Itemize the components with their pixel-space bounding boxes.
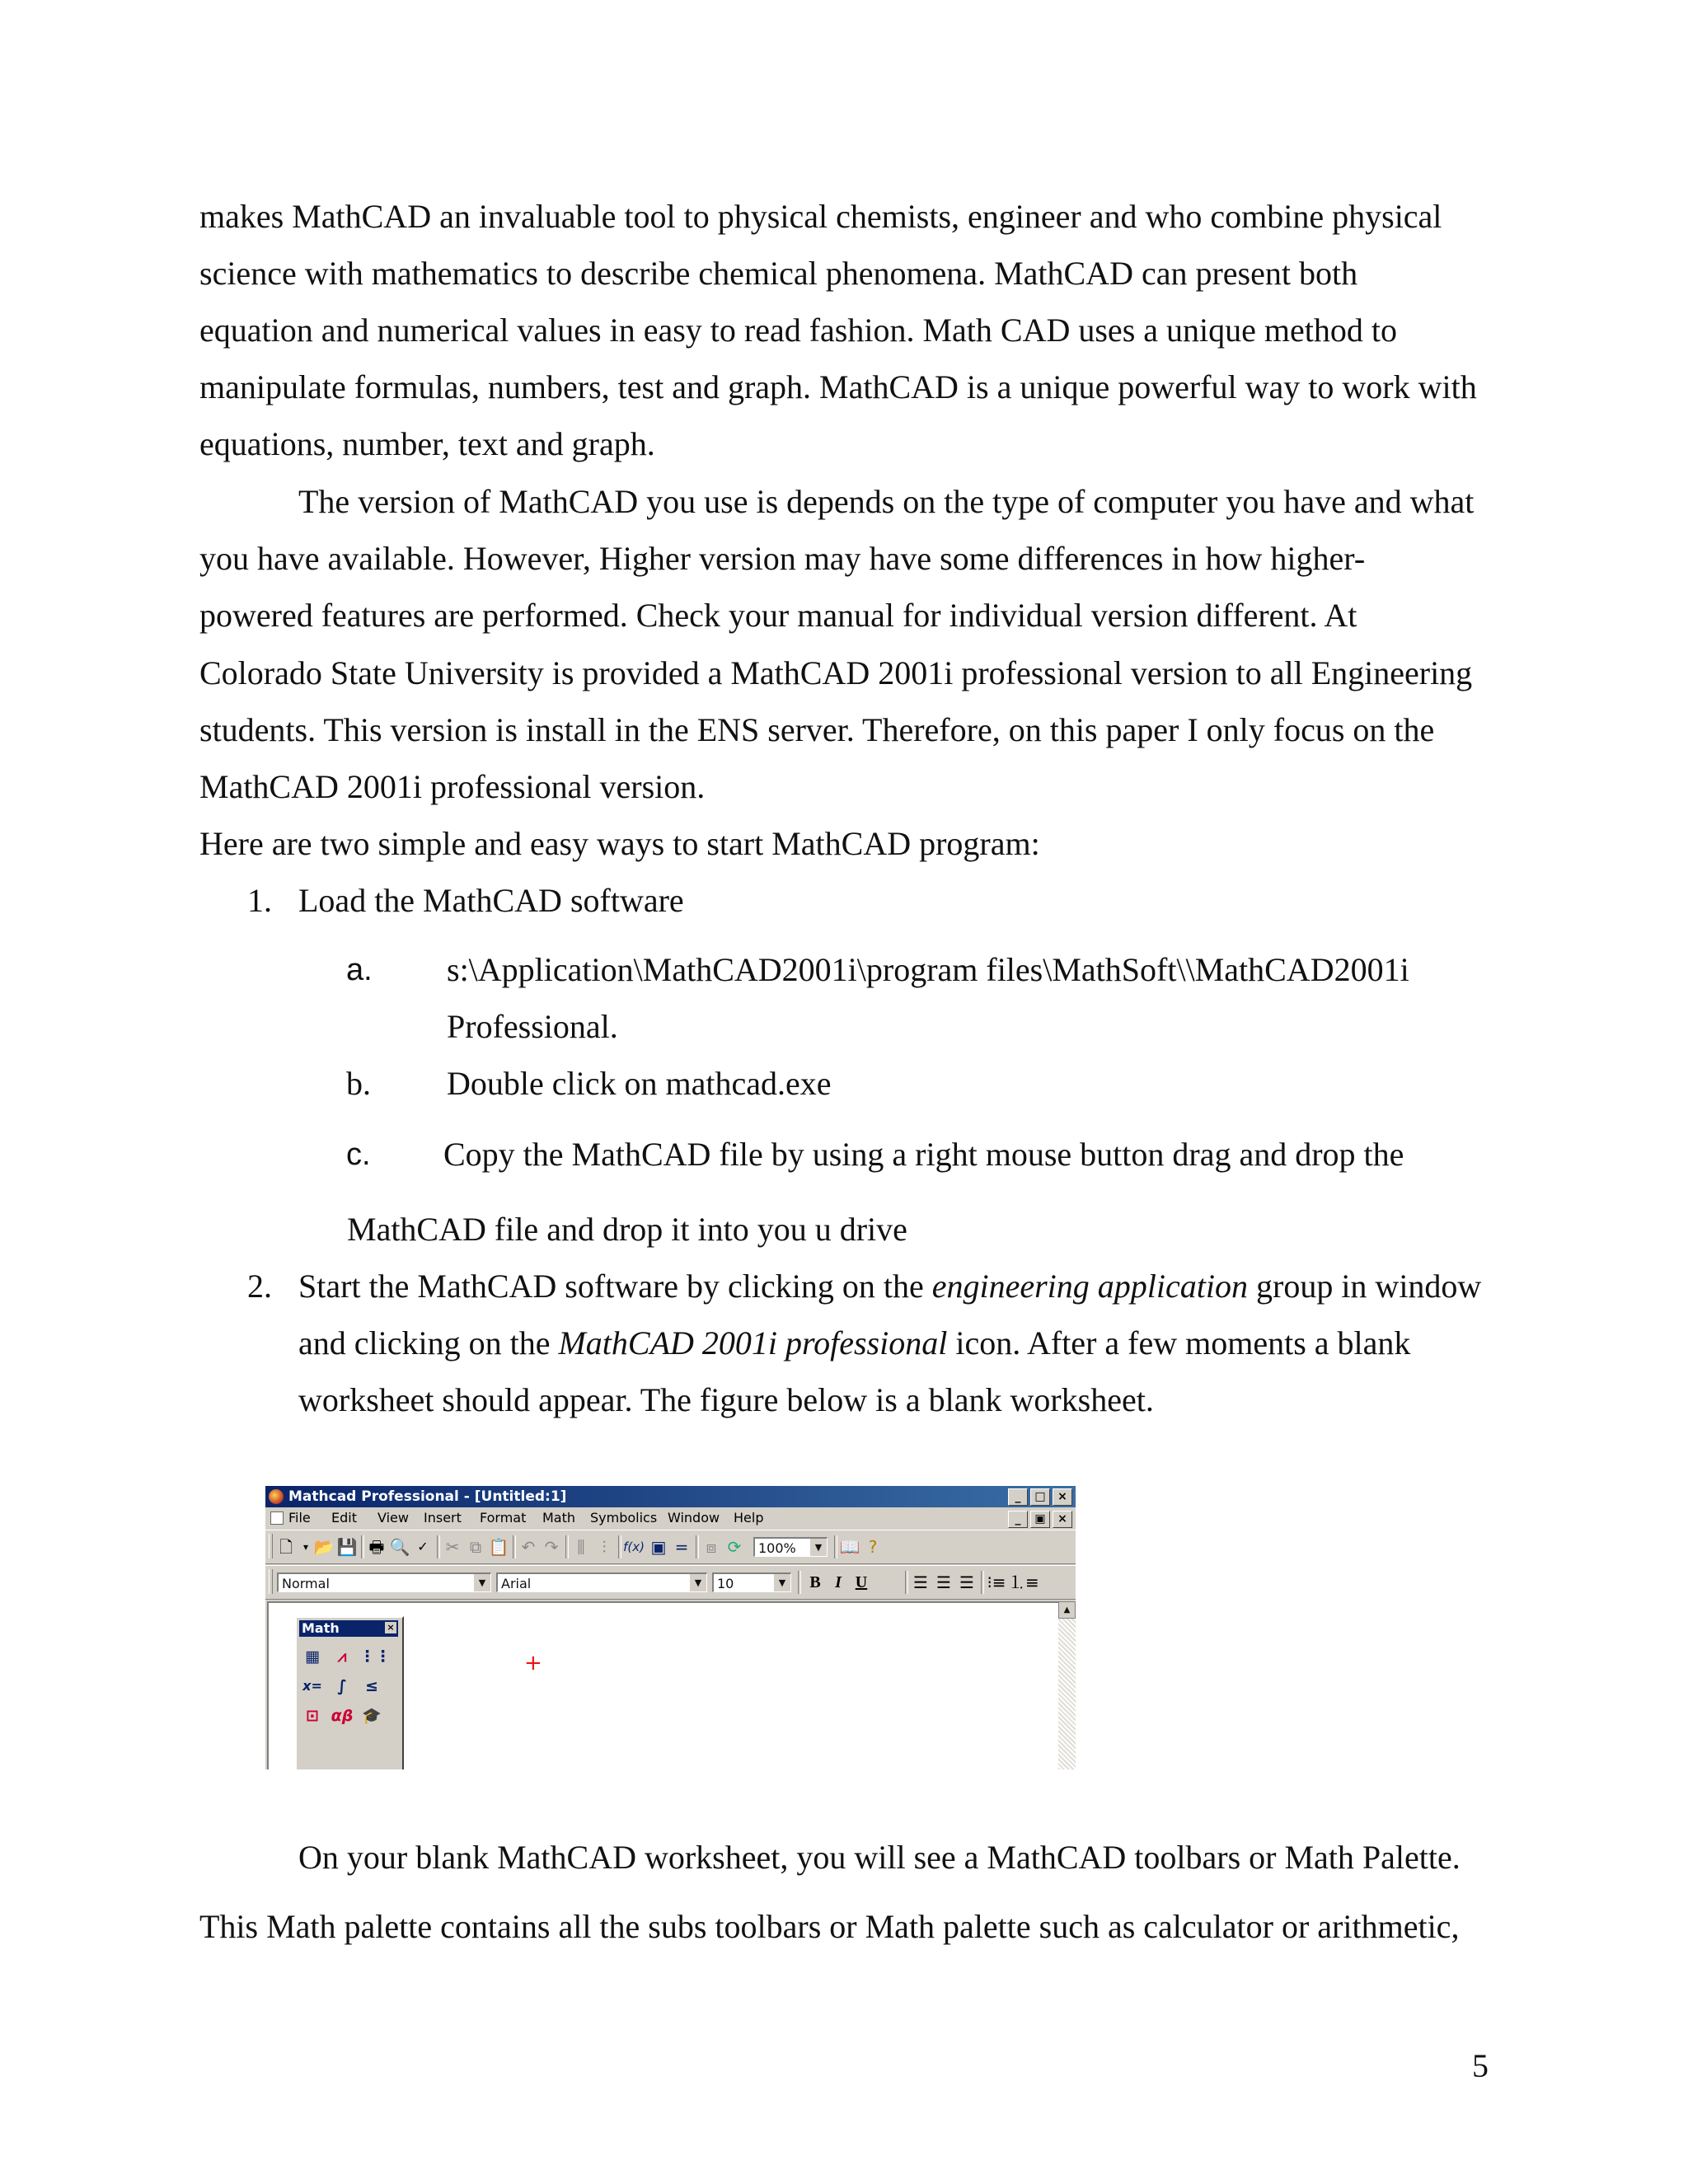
- list-item-text: Load the MathCAD software: [298, 882, 684, 919]
- paragraph-line: students. This version is install in the ENS server. Therefore, on this paper I only focus on the: [199, 711, 1435, 748]
- menu-insert[interactable]: Insert: [424, 1510, 462, 1526]
- matrix-icon[interactable]: ⋮⋮: [359, 1647, 391, 1666]
- math-palette: [295, 1616, 404, 1769]
- vertical-scrollbar[interactable]: [1058, 1601, 1076, 1769]
- sublist-marker: a.: [346, 953, 373, 987]
- mathcad-app-icon: [269, 1489, 284, 1504]
- standard-toolbar: [265, 1530, 1076, 1564]
- print-icon[interactable]: 🖶: [368, 1537, 385, 1557]
- print-preview-icon[interactable]: 🔍: [389, 1537, 410, 1557]
- toolbar-separator: [513, 1535, 516, 1558]
- sublist-text: Copy the MathCAD file by using a right mouse button drag and drop the: [443, 1136, 1404, 1173]
- paragraph-line: Colorado State University is provided a MathCAD 2001i professional version to all Engineering: [199, 654, 1473, 691]
- toolbar-separator: [361, 1535, 364, 1558]
- style-value: Normal: [282, 1576, 330, 1591]
- close-button[interactable]: ×: [1053, 1488, 1072, 1506]
- scroll-up-icon[interactable]: ▲: [1058, 1601, 1076, 1619]
- sublist-text: Professional.: [447, 1008, 618, 1045]
- toolbar-grip[interactable]: [269, 1569, 273, 1594]
- numbered-list-icon[interactable]: ⒈≡: [1009, 1572, 1039, 1592]
- menu-bar: [265, 1507, 1076, 1529]
- paragraph-line: powered features are performed. Check your manual for individual version different. At: [199, 597, 1357, 634]
- paragraph-line: science with mathematics to describe chemical phenomena. MathCAD can present both: [199, 255, 1358, 292]
- sublist-marker: c.: [346, 1137, 371, 1172]
- insert-component-icon[interactable]: ⧈: [706, 1537, 717, 1557]
- menu-view[interactable]: View: [377, 1510, 409, 1526]
- font-size-combo[interactable]: [712, 1572, 791, 1592]
- toolbar-separator: [437, 1535, 440, 1558]
- list-number: 2.: [247, 1268, 272, 1305]
- doc-restore-button[interactable]: ▣: [1030, 1511, 1050, 1528]
- zoom-combo[interactable]: [753, 1537, 828, 1557]
- font-value: Arial: [501, 1576, 532, 1591]
- redo-icon[interactable]: ↷: [544, 1537, 559, 1557]
- evaluation-icon[interactable]: x=: [302, 1678, 322, 1694]
- palette-close-icon[interactable]: ×: [385, 1622, 396, 1633]
- style-combo[interactable]: [277, 1572, 491, 1592]
- align-right-icon[interactable]: ☰: [959, 1572, 974, 1592]
- window-controls: [1008, 1488, 1072, 1506]
- toolbar-separator: [834, 1535, 837, 1558]
- formatting-toolbar: [265, 1565, 1076, 1600]
- list-item-text: Start the MathCAD software by clicking on the engineering application group in window: [298, 1268, 1482, 1305]
- zoom-value: 100%: [758, 1540, 796, 1556]
- chevron-down-icon[interactable]: ▼: [809, 1539, 827, 1556]
- symbolic-icon[interactable]: 🎓: [362, 1707, 382, 1725]
- mathcad-window-screenshot: [265, 1486, 1076, 1769]
- window-title-bar[interactable]: [265, 1486, 1076, 1507]
- menu-format[interactable]: Format: [480, 1510, 527, 1526]
- toolbar-separator: [981, 1571, 984, 1594]
- calculator-icon[interactable]: ▦: [305, 1647, 320, 1666]
- emphasis: engineering application: [931, 1268, 1248, 1305]
- toolbar-separator: [798, 1571, 801, 1594]
- chevron-down-icon[interactable]: ▼: [773, 1574, 790, 1591]
- document-window-controls: [1008, 1511, 1072, 1528]
- toolbar-grip[interactable]: [269, 1534, 273, 1558]
- window-title: Mathcad Professional - [Untitled:1]: [288, 1488, 567, 1505]
- resource-center-icon[interactable]: ⟳: [727, 1537, 742, 1557]
- toolbar-separator: [696, 1535, 699, 1558]
- paragraph-line: Here are two simple and easy ways to start MathCAD program:: [199, 825, 1040, 862]
- paragraph-line: This Math palette contains all the subs toolbars or Math palette such as calculator or arithmetic,: [199, 1908, 1460, 1945]
- save-icon[interactable]: 💾: [336, 1537, 358, 1557]
- chevron-down-icon[interactable]: ▼: [689, 1574, 706, 1591]
- menu-window[interactable]: Window: [668, 1510, 720, 1526]
- blank-worksheet[interactable]: [267, 1601, 1058, 1769]
- paragraph-line: manipulate formulas, numbers, test and graph. MathCAD is a unique powerful way to work with: [199, 368, 1477, 405]
- bullet-list-icon[interactable]: ⁝≡: [987, 1572, 1006, 1592]
- graph-icon[interactable]: ⩘: [337, 1647, 347, 1666]
- math-palette-title-bar[interactable]: [299, 1620, 398, 1637]
- sublist-text: s:\Application\MathCAD2001i\program files\MathSoft\\MathCAD2001i: [447, 951, 1409, 988]
- menu-math[interactable]: Math: [542, 1510, 576, 1526]
- cut-icon[interactable]: ✂: [445, 1537, 460, 1557]
- menu-edit[interactable]: Edit: [331, 1510, 357, 1526]
- paragraph-line: makes MathCAD an invaluable tool to physical chemists, engineer and who combine physical: [199, 198, 1442, 235]
- page-number: 5: [1472, 2047, 1489, 2084]
- undo-icon[interactable]: ↶: [521, 1537, 536, 1557]
- chevron-down-icon[interactable]: ▼: [473, 1574, 490, 1591]
- spell-check-icon[interactable]: ✓: [417, 1539, 429, 1554]
- list-item-text: and clicking on the MathCAD 2001i professional icon. After a few moments a blank: [298, 1324, 1411, 1361]
- copy-icon[interactable]: ⧉: [469, 1537, 482, 1557]
- maximize-button[interactable]: □: [1030, 1488, 1050, 1506]
- menu-file[interactable]: File: [288, 1510, 311, 1526]
- minimize-button[interactable]: _: [1008, 1488, 1028, 1506]
- font-combo[interactable]: [496, 1572, 707, 1592]
- sublist-marker: b.: [346, 1065, 371, 1102]
- toolbar-separator: [905, 1571, 908, 1594]
- programming-icon[interactable]: ⊡: [306, 1707, 319, 1725]
- new-dropdown-icon[interactable]: ▾: [302, 1541, 309, 1553]
- list-item-text: worksheet should appear. The figure below is a blank worksheet.: [298, 1381, 1154, 1418]
- doc-close-button[interactable]: ×: [1053, 1511, 1072, 1528]
- sublist-text: Double click on mathcad.exe: [447, 1065, 832, 1102]
- paragraph-line: The version of MathCAD you use is depends on the type of computer you have and what: [298, 483, 1475, 520]
- paragraph-line: On your blank MathCAD worksheet, you will see a MathCAD toolbars or Math Palette.: [298, 1839, 1461, 1876]
- paragraph-line: equation and numerical values in easy to read fashion. Math CAD uses a unique method to: [199, 312, 1397, 349]
- font-size-value: 10: [717, 1576, 734, 1591]
- align-across-icon[interactable]: ⫼: [577, 1537, 585, 1557]
- align-down-icon[interactable]: ⫶: [602, 1537, 607, 1557]
- doc-minimize-button[interactable]: _: [1008, 1511, 1028, 1528]
- new-document-icon[interactable]: 🗋: [279, 1537, 293, 1557]
- insert-unit-icon[interactable]: ▣: [650, 1537, 667, 1557]
- paste-icon[interactable]: 📋: [488, 1537, 509, 1557]
- calculate-icon[interactable]: =: [674, 1537, 689, 1557]
- calculus-icon[interactable]: ∫: [337, 1677, 347, 1695]
- bold-button[interactable]: B: [809, 1573, 821, 1591]
- paragraph-line: MathCAD 2001i professional version.: [199, 768, 706, 805]
- crosshair-cursor: +: [524, 1651, 542, 1675]
- menu-symbolics[interactable]: Symbolics: [590, 1510, 658, 1526]
- toolbar-separator: [618, 1535, 621, 1558]
- math-palette-title: Math: [302, 1620, 340, 1636]
- greek-icon[interactable]: αβ: [331, 1707, 354, 1725]
- toolbar-separator: [565, 1535, 569, 1558]
- help-icon[interactable]: ?: [868, 1537, 878, 1557]
- align-left-icon[interactable]: ☰: [913, 1572, 928, 1592]
- document-icon[interactable]: [270, 1511, 284, 1525]
- boolean-icon[interactable]: ≤: [365, 1677, 378, 1695]
- paragraph-line: equations, number, text and graph.: [199, 425, 655, 462]
- underline-button[interactable]: U: [855, 1573, 868, 1591]
- insert-function-icon[interactable]: f(x): [623, 1540, 645, 1554]
- italic-button[interactable]: I: [835, 1573, 842, 1591]
- emphasis: MathCAD 2001i professional: [558, 1324, 948, 1361]
- paragraph-line: you have available. However, Higher version may have some differences in how higher-: [199, 540, 1366, 577]
- list-number: 1.: [247, 882, 272, 919]
- book-icon[interactable]: 📖: [839, 1537, 860, 1557]
- sublist-text: MathCAD file and drop it into you u drive: [347, 1211, 907, 1248]
- open-folder-icon[interactable]: 📂: [313, 1537, 335, 1557]
- menu-help[interactable]: Help: [734, 1510, 764, 1526]
- align-center-icon[interactable]: ☰: [936, 1572, 951, 1592]
